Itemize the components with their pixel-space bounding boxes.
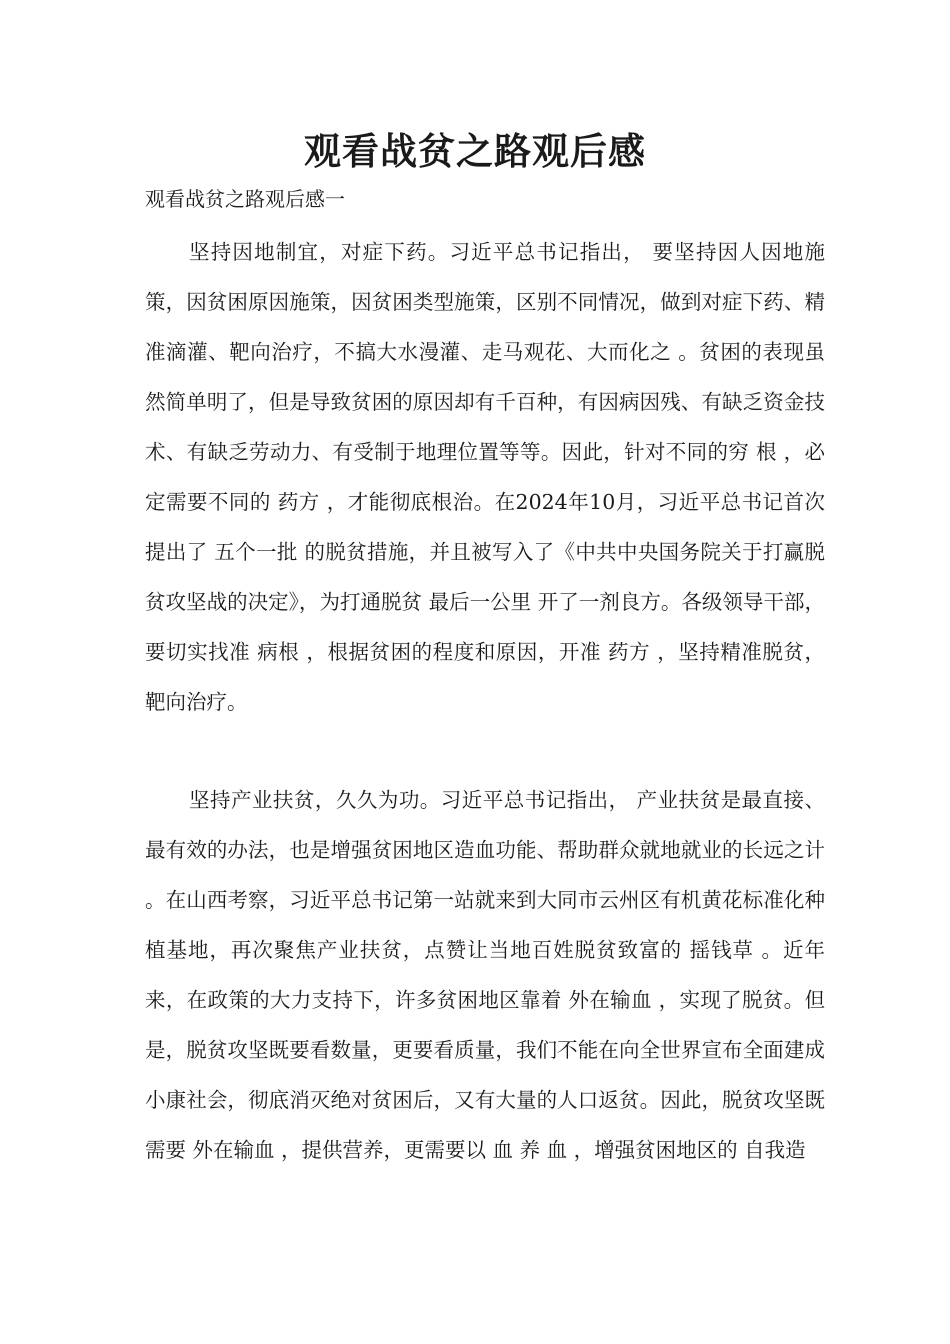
body-paragraph: 坚持产业扶贫，久久为功。习近平总书记指出， 产业扶贫是最直接、最有效的办法，也是增强贫困地区造血功能、帮助群众就地就业的长远之计 。在山西考察，习近平总书记第一站就来到大同市云州区有机黄花标准化种植基地，再次聚焦产业扶贫，点赞让当地百姓脱贫致富的 摇钱草 。近年来，在政策的大力支持下，许多贫困地区靠着 外在输血 ，实现了脱贫。但是，脱贫攻坚既要看数量，更要看质量，我们不能在向全世界宣布全面建成小康社会，彻底消灭绝对贫困后，又有大量的人口返贫。因此，脱贫攻坚既需要 外在输血 ，提供营养，更需要以 血 养 血 ，增强贫困地区的 自我造 xyxy=(145,788,825,1162)
document-subtitle: 观看战贫之路观后感一 xyxy=(145,187,345,211)
body-paragraph: 坚持因地制宜，对症下药。习近平总书记指出， 要坚持因人因地施策，因贫困原因施策，因贫困类型施策，区别不同情况，做到对症下药、精准滴灌、靶向治疗，不搞大水漫灌、走马观花、大而化之 。贫困的表现虽然简单明了，但是导致贫困的原因却有千百种，有因病因残、有缺乏资金技术、有缺乏劳动力、有受制于地理位置等等。因此，针对不同的穷 根 ，必定需要不同的 药方 ，才能彻底根治。在2024年10月，习近平总书记首次提出了 五个一批 的脱贫措施，并且被写入了《中共中央国务院关于打赢脱贫攻坚战的决定》，为打通脱贫 最后一公里 开了一剂良方。各级领导干部，要切实找准 病根 ，根据贫困的程度和原因，开准 药方 ，坚持精准脱贫，靶向治疗。 xyxy=(145,240,825,714)
document-title: 观看战贫之路观后感 xyxy=(304,130,646,173)
